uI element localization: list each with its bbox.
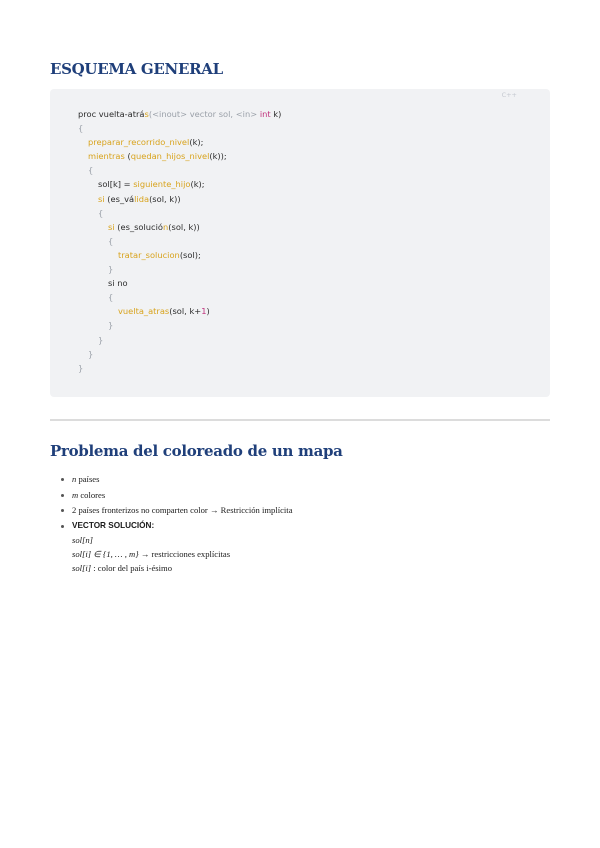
code-line: { [108,235,114,246]
list-item [50,519,550,575]
bullet-icon [61,494,64,497]
code-line: preparar_recorrido_nivel(k); [88,137,204,148]
list-item: 2 países fronterizos no comparten color → Restricción implícita [50,503,550,519]
code-line: tratar_solucion(sol); [118,249,201,260]
list-item: m colores [50,488,550,504]
bullet-icon [61,509,64,512]
code-line: vuelta_atras(sol, k+1) [118,306,210,317]
code-line: si (es_válida(sol, k)) [98,193,181,204]
code-line: } [78,362,84,373]
code-block [50,89,550,397]
section-title-coloreado: Problema del coloreado de un mapa [50,442,343,460]
code-line: { [98,207,104,218]
section-divider [50,419,550,421]
code-line: { [108,292,114,303]
vector-solution-line: sol[i] ∈ {1, … , m} → restricciones explícitas [72,548,231,559]
vector-solution-line: sol[i] : color del país i-ésimo [72,562,173,573]
list-item: n países [50,472,550,488]
code-line: si no [108,278,128,289]
code-line: { [78,123,84,134]
bullet-icon [61,478,64,481]
code-content [78,107,281,375]
code-line: } [108,320,114,331]
vector-solution-line: sol[n] [72,534,94,545]
bullet-icon [61,525,64,528]
vector-solution-label: VECTOR SOLUCIÓN: [72,520,155,530]
code-line: sol[k] = siguiente_hijo(k); [98,179,205,190]
code-line: si (es_solución(sol, k)) [108,221,200,232]
code-line: proc vuelta-atrás(<inout> vector sol, <in> int k) [78,109,282,119]
code-line: { [88,165,94,176]
code-line: } [108,264,114,275]
code-line: } [98,334,104,345]
problem-bullet-list [50,472,550,575]
code-line: } [88,348,94,359]
code-language-label: C++ [501,91,517,99]
section-title-esquema: ESQUEMA GENERAL [50,60,223,78]
code-line: mientras (quedan_hijos_nivel(k)); [88,151,227,162]
